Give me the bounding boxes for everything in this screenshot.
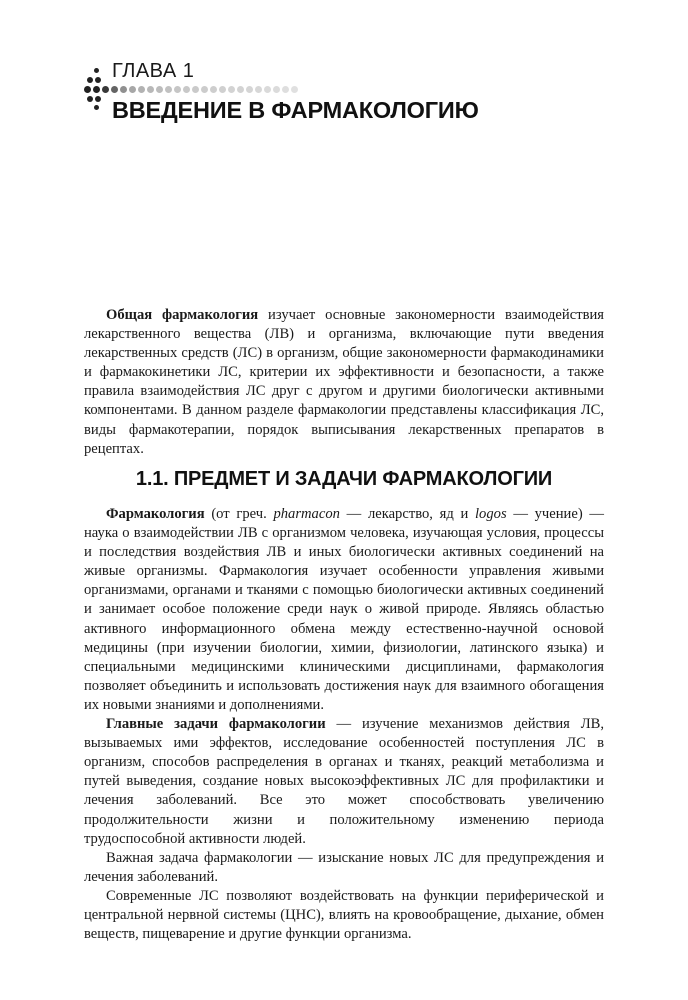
- section-title: 1.1. ПРЕДМЕТ И ЗАДАЧИ ФАРМАКОЛОГИИ: [135, 468, 553, 490]
- term-pharmacology: Фармакология: [106, 506, 205, 522]
- paragraph-important-task: Важная задача фармакологии — изыскание новых ЛС для предупреждения и лечения заболеваний.: [84, 849, 604, 885]
- intro-paragraph: [84, 306, 604, 459]
- term-main-tasks: Главные задачи фармакологии: [106, 716, 326, 733]
- paragraph-modern-drugs: Современные ЛС позволяют воздействовать на функции периферической и центральной нервной системы (ЦНС), влиять на кровообращение, дыхание, обмен веществ, пищеварение и другие функции организма.: [84, 887, 604, 943]
- paragraph1-part1: (от греч.: [204, 506, 274, 522]
- paragraph2-text: — изучение механизмов действия ЛВ, вызываемых ими эффектов, исследование особенностей поступления ЛС в организм, способов распределения в органах и тканях, реакций метаболизма и путей выведения, создание новых высокоэффективных ЛС для профилактики и лечения заболеваний. Все это может способствовать увеличению продолжительности жизни и положительному изменению периода трудоспособной активности людей.: [84, 716, 605, 847]
- paragraph-main-tasks: [84, 715, 604, 849]
- intro-term: Общая фармакология: [106, 307, 259, 323]
- section-body: [84, 505, 604, 944]
- paragraph1-part3: — учение) — наука о взаимодействии ЛВ с организмом человека, изучающая условия, процессы и последствия воздействия ЛВ и иных биологически активных соединений на живые организмы. Фармакология изучает особенности управления живыми организмами, органами и тканями с помощью биологически активных соединений и занимает особое положение среди наук о живой природе. Являясь областью активного информационного обмена между естественно-научной основой медицины (при изучении биологии, химии, физиологии, латинского языка) и специальными медицинскими клиническими дисциплинами, фармакология позволяет объединить и использовать достижения наук для взаимного обогащения их новыми знаниями и дополнениями.: [84, 506, 604, 713]
- chapter-title: ВВЕДЕНИЕ В ФАРМАКОЛОГИЮ: [112, 97, 479, 123]
- word-pharmacon: pharmacon: [273, 506, 340, 522]
- paragraph-pharmacology-definition: [84, 505, 604, 715]
- paragraph1-part2: — лекарство, яд и: [339, 506, 475, 522]
- intro-text: изучает основные закономерности взаимодействия лекарственного вещества (ЛВ) и организма, включающие пути введения лекарственных средств (ЛС) в организм, общие закономерности фармакодинамики и фармакокинетики ЛС, критерии их эффективности и безопасности, а также правила взаимодействия ЛС друг с другом и другими биологически активными компонентами. В данном разделе фармакологии представлены классификация ЛС, виды фармакотерапии, порядок выписывания лекарственных препаратов в рецептах.: [84, 307, 604, 457]
- chapter-label: ГЛАВА 1: [112, 60, 195, 82]
- word-logos: logos: [475, 506, 507, 522]
